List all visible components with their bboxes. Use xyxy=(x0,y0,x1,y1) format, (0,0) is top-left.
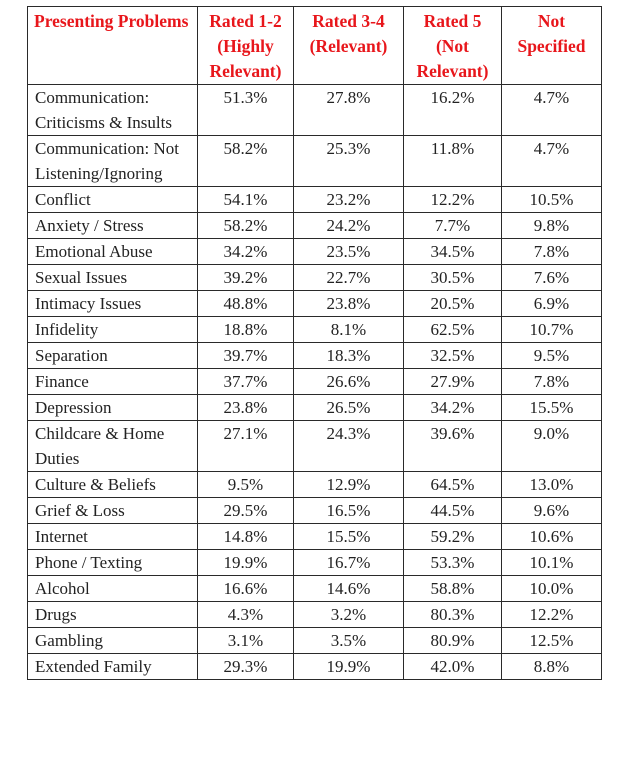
rated-1-2-cell: 4.3% xyxy=(198,602,294,628)
table-row xyxy=(28,343,602,369)
table-row xyxy=(28,317,602,343)
rated-5-cell: 20.5% xyxy=(404,291,502,317)
rated-1-2-cell: 23.8% xyxy=(198,395,294,421)
not-specified-cell: 12.5% xyxy=(502,628,602,654)
problem-cell: Anxiety / Stress xyxy=(28,213,198,239)
table-row xyxy=(28,654,602,680)
problem-cell: Depression xyxy=(28,395,198,421)
table-row xyxy=(28,291,602,317)
rated-5-cell: 16.2% xyxy=(404,85,502,136)
problem-cell: Intimacy Issues xyxy=(28,291,198,317)
rated-1-2-cell: 9.5% xyxy=(198,472,294,498)
rated-5-cell: 39.6% xyxy=(404,421,502,472)
table-row xyxy=(28,395,602,421)
rated-3-4-cell: 3.2% xyxy=(294,602,404,628)
problem-cell: Phone / Texting xyxy=(28,550,198,576)
header-not-specified: Not Specified xyxy=(502,7,602,85)
header-rated-1-2: Rated 1-2 (Highly Relevant) xyxy=(198,7,294,85)
rated-3-4-cell: 27.8% xyxy=(294,85,404,136)
not-specified-cell: 8.8% xyxy=(502,654,602,680)
rated-1-2-cell: 27.1% xyxy=(198,421,294,472)
rated-5-cell: 64.5% xyxy=(404,472,502,498)
rated-1-2-cell: 58.2% xyxy=(198,136,294,187)
problem-cell: Grief & Loss xyxy=(28,498,198,524)
rated-3-4-cell: 15.5% xyxy=(294,524,404,550)
rated-3-4-cell: 26.5% xyxy=(294,395,404,421)
not-specified-cell: 7.8% xyxy=(502,239,602,265)
rated-1-2-cell: 18.8% xyxy=(198,317,294,343)
not-specified-cell: 9.8% xyxy=(502,213,602,239)
rated-1-2-cell: 39.2% xyxy=(198,265,294,291)
rated-1-2-cell: 14.8% xyxy=(198,524,294,550)
rated-5-cell: 11.8% xyxy=(404,136,502,187)
not-specified-cell: 4.7% xyxy=(502,85,602,136)
header-rated-5: Rated 5 (Not Relevant) xyxy=(404,7,502,85)
not-specified-cell: 15.5% xyxy=(502,395,602,421)
rated-5-cell: 59.2% xyxy=(404,524,502,550)
problem-cell: Finance xyxy=(28,369,198,395)
not-specified-cell: 7.6% xyxy=(502,265,602,291)
not-specified-cell: 10.0% xyxy=(502,576,602,602)
rated-3-4-cell: 14.6% xyxy=(294,576,404,602)
rated-3-4-cell: 19.9% xyxy=(294,654,404,680)
rated-3-4-cell: 22.7% xyxy=(294,265,404,291)
problem-cell: Infidelity xyxy=(28,317,198,343)
rated-3-4-cell: 3.5% xyxy=(294,628,404,654)
not-specified-cell: 10.6% xyxy=(502,524,602,550)
rated-1-2-cell: 48.8% xyxy=(198,291,294,317)
header-row xyxy=(28,7,602,85)
header-rated-3-4: Rated 3-4 (Relevant) xyxy=(294,7,404,85)
rated-5-cell: 53.3% xyxy=(404,550,502,576)
rated-3-4-cell: 23.8% xyxy=(294,291,404,317)
table-row xyxy=(28,265,602,291)
rated-5-cell: 58.8% xyxy=(404,576,502,602)
rated-5-cell: 80.9% xyxy=(404,628,502,654)
rated-5-cell: 12.2% xyxy=(404,187,502,213)
problem-cell: Extended Family xyxy=(28,654,198,680)
rated-3-4-cell: 16.5% xyxy=(294,498,404,524)
rated-1-2-cell: 3.1% xyxy=(198,628,294,654)
rated-3-4-cell: 24.2% xyxy=(294,213,404,239)
rated-1-2-cell: 34.2% xyxy=(198,239,294,265)
rated-1-2-cell: 19.9% xyxy=(198,550,294,576)
rated-1-2-cell: 58.2% xyxy=(198,213,294,239)
problem-cell: Childcare & Home Duties xyxy=(28,421,198,472)
rated-5-cell: 62.5% xyxy=(404,317,502,343)
rated-5-cell: 80.3% xyxy=(404,602,502,628)
table-row xyxy=(28,239,602,265)
problem-cell: Culture & Beliefs xyxy=(28,472,198,498)
rated-3-4-cell: 18.3% xyxy=(294,343,404,369)
problem-cell: Separation xyxy=(28,343,198,369)
not-specified-cell: 6.9% xyxy=(502,291,602,317)
rated-3-4-cell: 16.7% xyxy=(294,550,404,576)
problem-cell: Drugs xyxy=(28,602,198,628)
table-row xyxy=(28,187,602,213)
rated-5-cell: 44.5% xyxy=(404,498,502,524)
problem-cell: Sexual Issues xyxy=(28,265,198,291)
presenting-problems-table xyxy=(27,6,602,680)
rated-1-2-cell: 16.6% xyxy=(198,576,294,602)
rated-3-4-cell: 23.2% xyxy=(294,187,404,213)
rated-3-4-cell: 25.3% xyxy=(294,136,404,187)
not-specified-cell: 10.1% xyxy=(502,550,602,576)
rated-5-cell: 27.9% xyxy=(404,369,502,395)
rated-5-cell: 30.5% xyxy=(404,265,502,291)
not-specified-cell: 10.5% xyxy=(502,187,602,213)
rated-1-2-cell: 51.3% xyxy=(198,85,294,136)
not-specified-cell: 9.6% xyxy=(502,498,602,524)
table-row xyxy=(28,576,602,602)
table-row xyxy=(28,472,602,498)
rated-5-cell: 7.7% xyxy=(404,213,502,239)
not-specified-cell: 13.0% xyxy=(502,472,602,498)
problem-cell: Internet xyxy=(28,524,198,550)
rated-5-cell: 32.5% xyxy=(404,343,502,369)
rated-1-2-cell: 29.3% xyxy=(198,654,294,680)
table-row xyxy=(28,550,602,576)
rated-1-2-cell: 37.7% xyxy=(198,369,294,395)
rated-3-4-cell: 8.1% xyxy=(294,317,404,343)
rated-3-4-cell: 26.6% xyxy=(294,369,404,395)
problem-cell: Communication: Not Listening/Ignoring xyxy=(28,136,198,187)
problem-cell: Conflict xyxy=(28,187,198,213)
table-row xyxy=(28,213,602,239)
rated-5-cell: 42.0% xyxy=(404,654,502,680)
rated-3-4-cell: 23.5% xyxy=(294,239,404,265)
table-row xyxy=(28,421,602,472)
rated-1-2-cell: 29.5% xyxy=(198,498,294,524)
problem-cell: Emotional Abuse xyxy=(28,239,198,265)
table-row xyxy=(28,498,602,524)
not-specified-cell: 9.0% xyxy=(502,421,602,472)
problem-cell: Alcohol xyxy=(28,576,198,602)
not-specified-cell: 9.5% xyxy=(502,343,602,369)
rated-5-cell: 34.5% xyxy=(404,239,502,265)
rated-5-cell: 34.2% xyxy=(404,395,502,421)
not-specified-cell: 4.7% xyxy=(502,136,602,187)
table-row xyxy=(28,602,602,628)
table-row xyxy=(28,524,602,550)
rated-1-2-cell: 39.7% xyxy=(198,343,294,369)
problem-cell: Gambling xyxy=(28,628,198,654)
rated-3-4-cell: 12.9% xyxy=(294,472,404,498)
table-row xyxy=(28,628,602,654)
rated-1-2-cell: 54.1% xyxy=(198,187,294,213)
table-row xyxy=(28,369,602,395)
table-row xyxy=(28,136,602,187)
table-row xyxy=(28,85,602,136)
not-specified-cell: 10.7% xyxy=(502,317,602,343)
problem-cell: Communication: Criticisms & Insults xyxy=(28,85,198,136)
header-presenting-problems: Presenting Problems xyxy=(28,7,198,85)
rated-3-4-cell: 24.3% xyxy=(294,421,404,472)
not-specified-cell: 12.2% xyxy=(502,602,602,628)
not-specified-cell: 7.8% xyxy=(502,369,602,395)
